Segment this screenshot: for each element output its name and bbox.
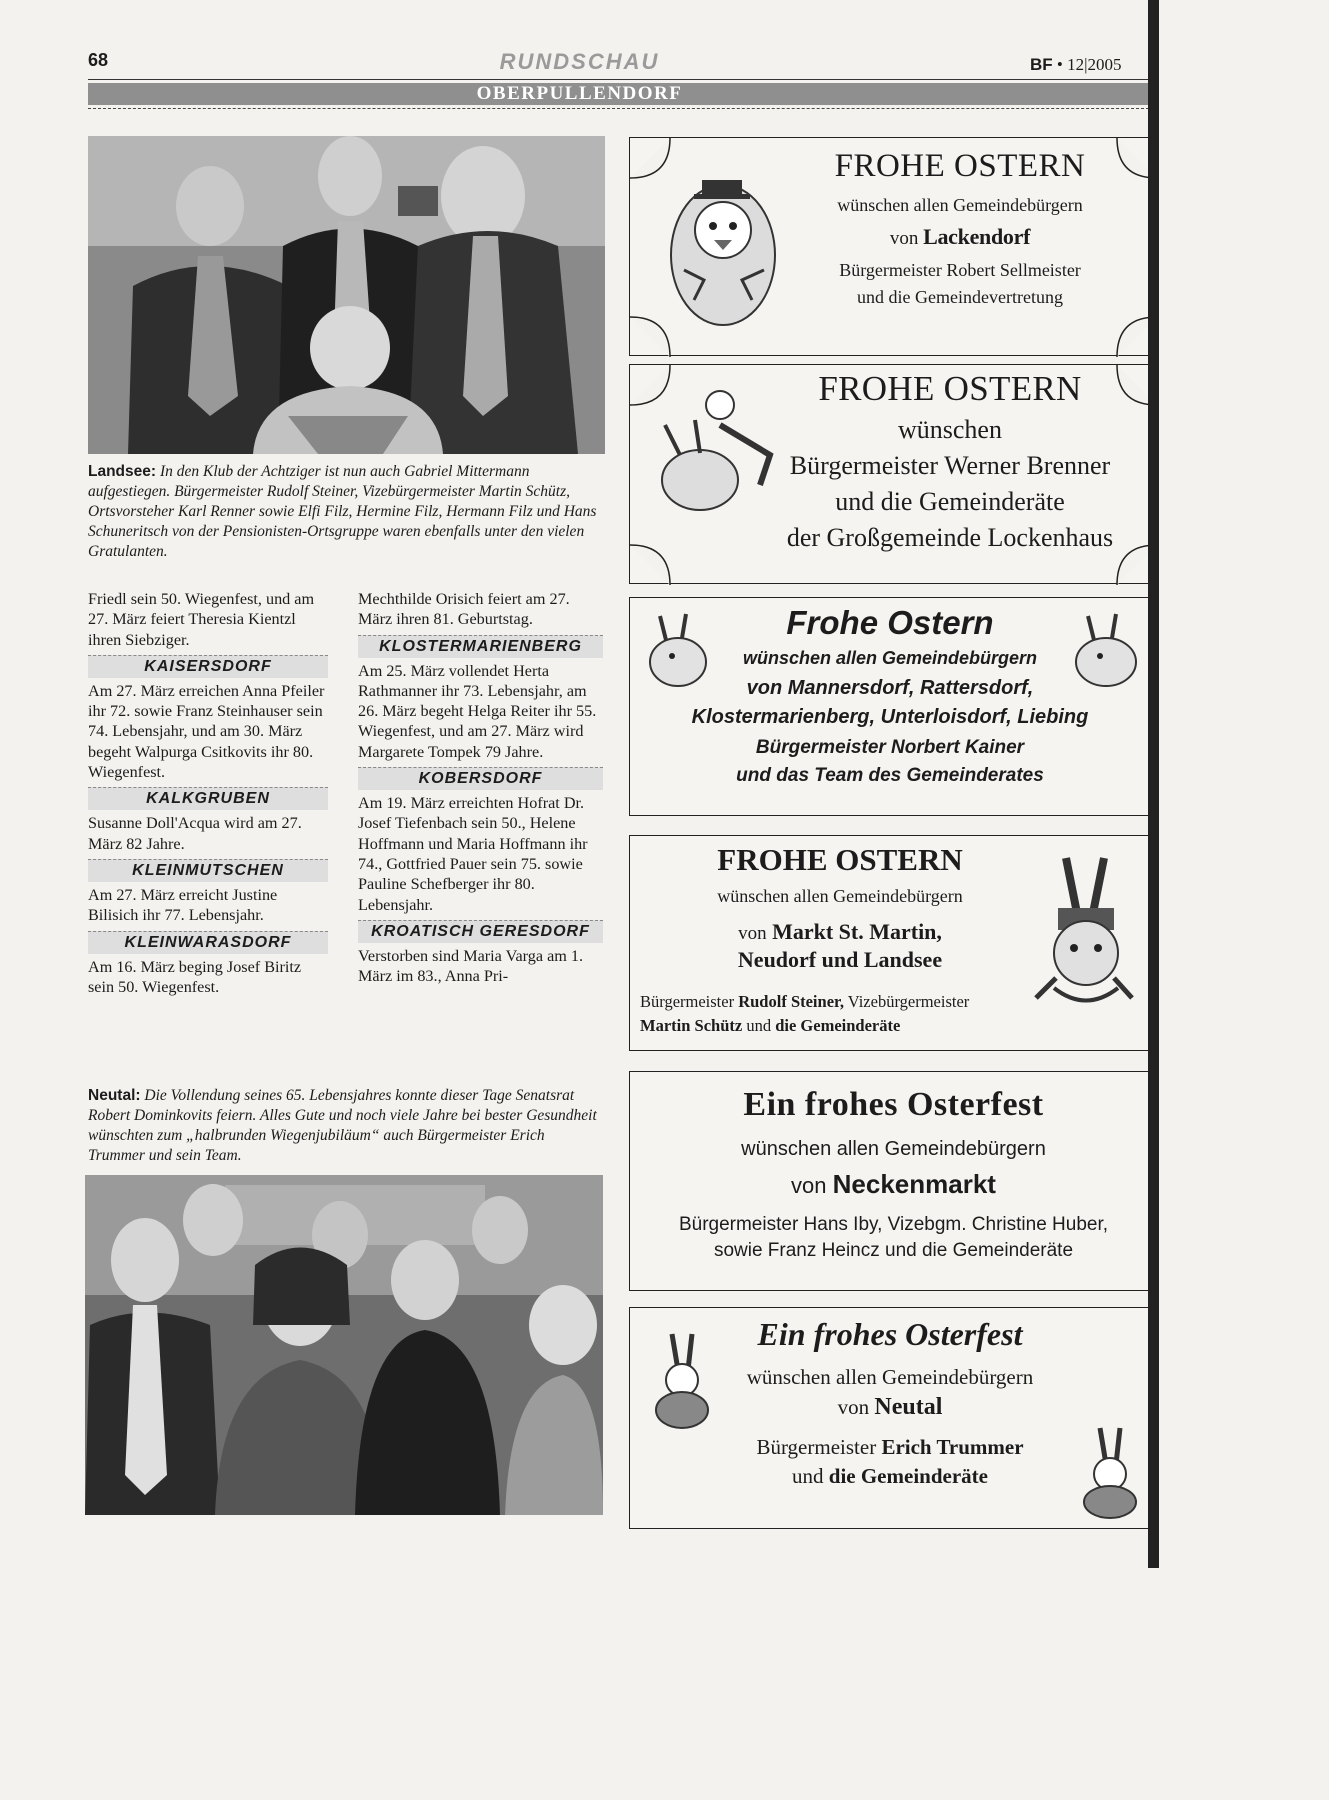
- ad-place: Neutal: [874, 1394, 943, 1420]
- ad-place: Neudorf und Landsee: [737, 947, 943, 972]
- text-kalkgruben: Susanne Doll'Acqua wird am 27. März 82 Jahre.: [88, 814, 302, 853]
- ad-gemeinde: die Gemeinderäte: [828, 1464, 988, 1488]
- ad-bgm-name: Rudolf Steiner,: [738, 992, 844, 1011]
- ad-neutal: [629, 1307, 1156, 1529]
- ad-line: wünschen allen Gemeindebürgern: [742, 648, 1038, 668]
- ad-line: [650, 919, 1030, 945]
- ad-line: wünschen allen Gemeindebürgern: [717, 886, 963, 906]
- photo-landsee: [88, 136, 605, 454]
- ad-markt-st-martin: [629, 835, 1156, 1051]
- caption-lead: Neutal:: [88, 1087, 141, 1104]
- photo-neutal-caption: [88, 1086, 603, 1166]
- text-kaisersdorf: Am 27. März erreichen Anna Pfeiler ihr 72. sowie Franz Steinhauser sein 74. Lebensjahr, und am 30. März begeht Walpurga Csitkovits ihr 80. Wiegenfest.: [88, 681, 325, 782]
- caption-text: In den Klub der Achtziger ist nun auch Gabriel Mittermann aufgestiegen. Bürgermeister Rudolf Steiner, Vizebürgermeister Martin Schütz, Ortsvorsteher Karl Renner sowie Elfi Filz, Hermine Filz, Hermann Filz und Hans Schuneritsch von der Pensionisten-Ortsgruppe waren ebenfalls unter den vielen Gratulanten.: [88, 463, 597, 560]
- ad-lockenhaus: [629, 364, 1156, 584]
- text-kleinmutschen: Am 27. März erreicht Justine Bilisich ihr 77. Lebensjahr.: [88, 885, 278, 925]
- ad-mannersdorf-text: [690, 604, 1090, 787]
- heading-kroatisch-geresdorf: KROATISCH GERESDORF: [358, 920, 603, 943]
- text-kroatisch-geresdorf: Verstorben sind Maria Varga am 1. März im 83., Anna Pri-: [358, 946, 584, 986]
- text-kobersdorf: Am 19. März erreichten Hofrat Dr. Josef Tiefenbach sein 50., Helene Hoffmann und Maria Hoffmann ihr 74., Gottfried Pauer sein 75. sowie Pauline Schefberger ihr 80. Lebensjahr.: [358, 794, 588, 914]
- photo-landsee-illustration: [88, 136, 605, 454]
- section-dashed-rule: [88, 108, 1159, 109]
- ad-von: von: [837, 1395, 870, 1419]
- ad-line: [690, 1464, 1090, 1489]
- ad-gemeinde: die Gemeinderäte: [775, 1016, 901, 1035]
- ad-line: [770, 224, 1150, 250]
- issue-number: 12|2005: [1067, 55, 1122, 74]
- ad-line: wünschen allen Gemeindebürgern: [837, 195, 1083, 215]
- ad-line: Klostermarienberg, Unterloisdorf, Liebing: [691, 706, 1089, 728]
- easter-egg-chick-icon: [664, 160, 782, 330]
- ad-und: und: [746, 1016, 772, 1035]
- heading-klostermarienberg: KLOSTERMARIENBERG: [358, 635, 603, 658]
- ad-place: Lackendorf: [923, 224, 1031, 249]
- ad-title: FROHE OSTERN: [717, 842, 963, 877]
- ad-lackendorf-text: [770, 148, 1150, 308]
- ad-lockenhaus-text: [750, 369, 1150, 553]
- column-left: [88, 589, 328, 997]
- ad-vize-label: Vizebürgermeister: [847, 992, 970, 1011]
- ad-place: Markt St. Martin,: [772, 919, 942, 944]
- ad-line: wünschen allen Gemeindebürgern: [741, 1138, 1046, 1160]
- page-number: 68: [88, 50, 109, 70]
- ad-title: FROHE OSTERN: [834, 148, 1086, 184]
- ad-line: und die Gemeinderäte: [835, 487, 1065, 516]
- photo-neutal-illustration: [85, 1175, 603, 1515]
- ad-title: Ein frohes Osterfest: [757, 1316, 1023, 1352]
- ad-line: [690, 1394, 1090, 1421]
- ad-line: Bürgermeister Norbert Kainer: [755, 737, 1025, 758]
- ad-line: und das Team des Gemeinderates: [736, 765, 1044, 786]
- ad-und: und: [792, 1464, 824, 1488]
- text-kleinwarasdorf: Am 16. März beging Josef Biritz sein 50. Wiegenfest.: [88, 957, 302, 996]
- masthead: RUNDSCHAU: [499, 49, 660, 74]
- ad-line: Bürgermeister Robert Sellmeister: [839, 260, 1081, 280]
- ad-bgm-name: Erich Trummer: [881, 1435, 1024, 1459]
- ad-neutal-text: [690, 1316, 1090, 1489]
- ad-von: von: [791, 1173, 827, 1198]
- photo-neutal: [85, 1175, 603, 1515]
- ad-line: [640, 1016, 1040, 1036]
- publication-name: BF: [1030, 55, 1053, 74]
- heading-kobersdorf: KOBERSDORF: [358, 767, 603, 790]
- ad-st-martin-head: [650, 842, 1030, 973]
- ad-line: von Mannersdorf, Rattersdorf,: [746, 677, 1034, 699]
- ad-title: Ein frohes Osterfest: [743, 1086, 1044, 1123]
- caption-lead: Landsee:: [88, 463, 157, 480]
- ad-title: FROHE OSTERN: [818, 369, 1082, 408]
- heading-kleinwarasdorf: KLEINWARASDORF: [88, 931, 328, 954]
- ad-line: der Großgemeinde Lockenhaus: [786, 523, 1114, 552]
- ad-st-martin-signature: [640, 992, 1040, 1036]
- ad-line: wünschen allen Gemeindebürgern: [746, 1365, 1034, 1389]
- text-klostermarienberg: Am 25. März vollendet Herta Rathmanner ihr 73. Lebensjahr, am 26. März begeht Helga Reiter ihr 55. Wiegenfest, und am 27. März wird Margarete Tompek 79 Jahre.: [358, 661, 597, 761]
- ad-line: Bürgermeister Hans Iby, Vizebgm. Christine Huber,: [678, 1214, 1109, 1235]
- photo-landsee-caption: [88, 462, 603, 562]
- ad-von: von: [738, 923, 767, 944]
- ad-line: und die Gemeindevertretung: [857, 287, 1063, 307]
- page-edge-shadow: [1148, 0, 1159, 1568]
- separator-dot: •: [1056, 55, 1063, 74]
- heading-kleinmutschen: KLEINMUTSCHEN: [88, 859, 328, 882]
- ad-place: Neckenmarkt: [832, 1169, 996, 1199]
- ad-line: [690, 1435, 1090, 1460]
- heading-kaisersdorf: KAISERSDORF: [88, 655, 328, 678]
- easter-bunny-with-hat-icon: [1026, 848, 1142, 1018]
- ad-bgm-label: Bürgermeister: [640, 992, 735, 1011]
- header-rule: [88, 79, 1159, 80]
- ad-bgm-label: Bürgermeister: [756, 1435, 877, 1459]
- ad-line: [630, 1169, 1157, 1200]
- ad-title: Frohe Ostern: [786, 604, 994, 641]
- caption-text: Die Vollendung seines 65. Lebensjahres konnte dieser Tage Senatsrat Robert Dominkovits feiern. Alles Gute und noch viele Jahre bei bester Gesundheit wünschten zum „halbrunden Wiegenjubiläum“ auch Bürgermeister Erich Trummer und sein Team.: [88, 1087, 597, 1164]
- publication-info: [1030, 55, 1122, 75]
- ad-neckenmarkt-text: [630, 1086, 1157, 1262]
- ad-neckenmarkt: [629, 1071, 1156, 1291]
- heading-kalkgruben: KALKGRUBEN: [88, 787, 328, 810]
- ad-vize-name: Martin Schütz: [640, 1016, 743, 1035]
- ad-line: wünschen: [898, 415, 1002, 444]
- ad-line: sowie Franz Heincz und die Gemeinderäte: [713, 1240, 1074, 1261]
- column-left-intro: Friedl sein 50. Wiegenfest, und am 27. März feiert Theresia Kientzl ihren Siebziger.: [88, 590, 315, 649]
- column-right-intro: Mechthilde Orisich feiert am 27. März ihren 81. Geburtstag.: [358, 590, 570, 629]
- section-title: OBERPULLENDORF: [476, 83, 683, 104]
- column-right: [358, 589, 603, 986]
- ad-line: Bürgermeister Werner Brenner: [789, 451, 1111, 480]
- ad-line: [640, 992, 1040, 1012]
- ad-von: von: [889, 228, 919, 249]
- ad-lackendorf: [629, 137, 1156, 356]
- ad-mannersdorf: [629, 597, 1156, 816]
